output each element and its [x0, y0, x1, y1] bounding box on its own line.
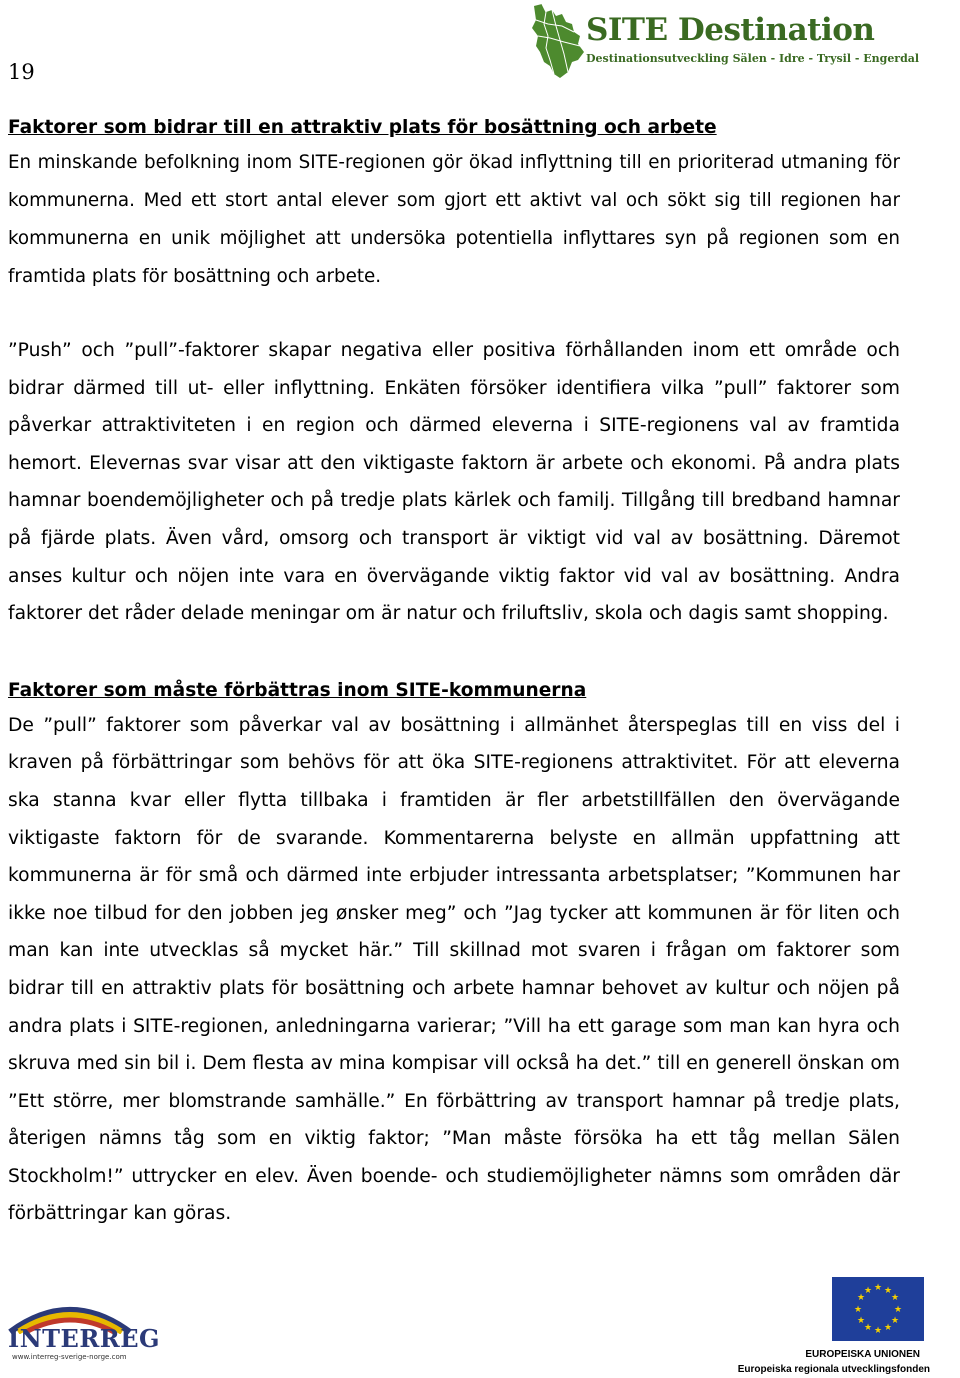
brand-tagline: Destinationsutveckling Sälen - Idre - Trysil - Engerdal: [586, 52, 920, 65]
eu-subtitle: Europeiska regionala utvecklingsfonden: [737, 1364, 930, 1375]
svg-text:★: ★: [856, 1316, 866, 1326]
svg-text:★: ★: [873, 1326, 883, 1336]
interreg-logo: [4, 1294, 160, 1370]
svg-text:★: ★: [856, 1293, 866, 1303]
svg-text:★: ★: [883, 1286, 893, 1296]
site-destination-logo: [528, 2, 920, 82]
svg-text:★: ★: [883, 1323, 893, 1333]
brand-name: SITE Destination: [586, 12, 875, 48]
region-map-icon: [528, 2, 588, 82]
eu-flag-icon: [832, 1277, 924, 1341]
paragraph: ”Push” och ”pull”-faktorer skapar negativa eller positiva förhållanden inom ett område och bidrar därmed till ut- eller inflyttning. Enkäten försöker identifiera vilka ”pull” faktorer som påverkar attraktiviteten i en region och därmed eleverna i SITE-regionens val av framtida hemort. Elevernas svar visar att den viktigaste faktorn är arbete och ekonomi. På andra plats hamnar boendemöjligheter och på tredje plats kärlek och familj. Tillgång till bredband hamnar på fjärde plats. Även vård, omsorg och transport är viktigt vid val av bosättning. Däremot anses kultur och nöjen inte vara en övervägande viktig faktor vid val av bosättning. Andra faktorer det råder delade meningar om är natur och friluftsliv, skola och dagis samt shopping.: [8, 340, 900, 625]
section-heading: Faktorer som måste förbättras inom SITE-kommunerna: [8, 679, 587, 701]
document-body: [8, 112, 900, 1233]
paragraph: En minskande befolkning inom SITE-regionen gör ökad inflyttning till en prioriterad utmaning för kommunerna. Med ett stort antal elever som gjort ett aktivt val och sökt sig till regionen har kommunerna en unik möjlighet att undersöka potentiella inflyttares syn på regionen som en framtida plats för bosättning och arbete.: [8, 152, 900, 287]
svg-text:★: ★: [890, 1293, 900, 1303]
svg-text:★: ★: [890, 1316, 900, 1326]
page-number: 19: [8, 60, 35, 84]
svg-text:★: ★: [893, 1305, 903, 1315]
interreg-wordmark: INTERREG: [8, 1324, 160, 1353]
svg-text:★: ★: [863, 1286, 873, 1296]
paragraph: De ”pull” faktorer som påverkar val av bosättning i allmänhet återspeglas till en viss del i kraven på förbättringar som behövs för att öka SITE-regionens attraktivitet. För att eleverna ska stanna kvar eller flytta tillbaka i framtiden är fler arbetstillfällen den övervägande viktigaste faktorn för de svarande. Kommentarerna belyste en allmän uppfattning att kommunerna är för små och därmed inte erbjuder intressanta arbetsplatser; ”Kommunen har ikke noe tilbud for den jobben jeg ønsker meg” och ”Jag tycker att kommunen är för liten och man kan inte utvecklas så mycket här.” Till skillnad mot svaren i frågan om faktorer som bidrar till en attraktiv plats för bosättning och arbete hamnar behovet av kultur och nöjen på andra plats i SITE-regionen, anledningarna varierar; ”Vill ha ett garage som man kan hyra och skruva med sin bil i. Dem flesta av mina kompisar vill också ha det.” till en generell önskan om ”Ett större, mer blomstrande samhälle.” En förbättring av transport hamnar på tredje plats, återigen nämns tåg som en viktig faktor; ”Man måste försöka ha ett tåg mellan Sälen Stockholm!” uttrycker en elev. Även boende- och studiemöjligheter nämns som områden där förbättringar kan göras.: [8, 714, 900, 1225]
svg-text:★: ★: [853, 1305, 863, 1315]
interreg-url: www.interreg-sverige-norge.com: [12, 1353, 127, 1361]
eu-title: EUROPEISKA UNIONEN: [805, 1349, 920, 1360]
section-heading: Faktorer som bidrar till en attraktiv plats för bosättning och arbete: [8, 117, 717, 138]
svg-text:★: ★: [873, 1283, 883, 1293]
svg-text:★: ★: [863, 1323, 873, 1333]
